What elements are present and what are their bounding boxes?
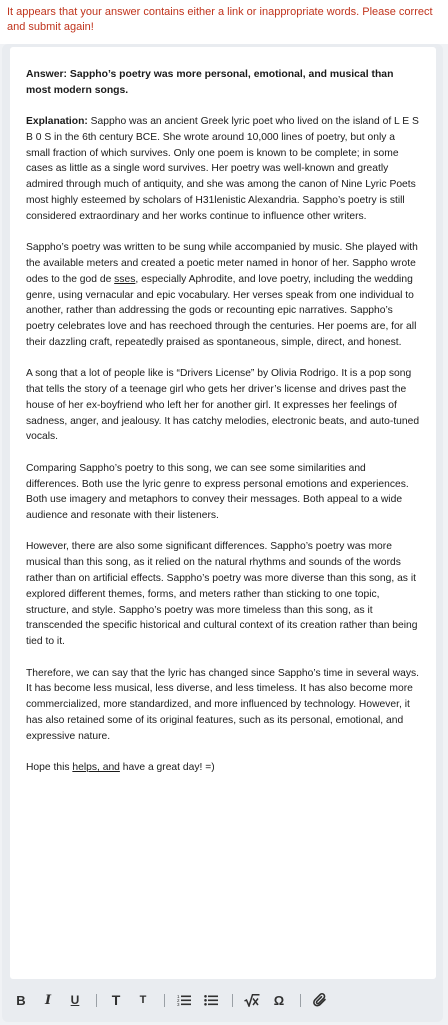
toolbar-divider	[232, 994, 233, 1007]
paragraph-conclusion: Therefore, we can say that the lyric has changed since Sappho’s time in several ways. It has become less musical, less diverse, and less timeless. It has also become more commercialized, more standardized, and more influenced by technology. However, it has also retained some of its original features, such as its personal, emotional, and expressive nature.	[26, 667, 420, 742]
toolbar-divider	[164, 994, 165, 1007]
answer-paragraph	[26, 67, 420, 99]
paragraph-closing	[26, 760, 420, 776]
paragraph-text: have a great day! =)	[119, 761, 215, 773]
explanation-paragraph	[26, 114, 420, 225]
paragraph-text: Sappho’s poetry was written to be sung while accompanied by music. She played with the available meters and created a poetic meter named in honor of her. Sappho wrote odes to the god de	[26, 242, 418, 285]
omega-icon[interactable]: Ω	[273, 992, 285, 1008]
error-banner	[0, 0, 448, 44]
flagged-word: helps, and	[72, 761, 120, 773]
paragraph-text: , especially Aphrodite, and love poetry, including the wedding genre, using vernacular and epic vocabulary. Her verses speak from one individual to another, rather than addressing the gods or recounting epic narratives. Sappho’s poetry celebrates love and has reechoed through the centuries. Her poems are, for all their dazzling craft, repeatedly praised as spontaneous, simple, direct, and honest.	[26, 273, 417, 348]
attachment-icon[interactable]	[312, 990, 328, 1010]
explanation-label: Explanation:	[26, 116, 88, 128]
paragraph-song: A song that a lot of people like is “Drivers License” by Olivia Rodrigo. It is a pop song that tells the story of a teenage girl who gets her driver’s license and drives past the house of her ex-boyfriend who left her for another girl. It expresses her feelings of sadness, anger, and jealousy. It has catchy melodies, electronic beats, and auto-tuned vocals.	[26, 368, 420, 443]
answer-label: Answer:	[26, 69, 67, 80]
formatting-toolbar	[10, 984, 436, 1016]
answer-text: Sappho’s poetry was more personal, emotional, and musical than most modern songs.	[26, 69, 394, 96]
bold-icon[interactable]: B	[16, 992, 26, 1008]
editor-text-area[interactable]	[10, 47, 436, 979]
text-small-icon[interactable]: T	[139, 994, 147, 1006]
bulleted-list-icon[interactable]	[203, 990, 219, 1010]
paragraph-text: Hope this	[26, 761, 73, 773]
underline-icon[interactable]: U	[70, 993, 80, 1007]
svg-text:2: 2	[177, 998, 180, 1003]
explanation-text: Sappho was an ancient Greek lyric poet who lived on the island of L E S B 0 S in the 6th century BCE. She wrote around 10,000 lines of poetry, but only a small fraction of which survives. Only one poem is known to be complete; in some cases as little as a single word survives. Her poetry was well-known and greatly admired through much of antiquity, and she was among the canon of Nine Lyric Poets most highly esteemed by scholars of H31lenistic Alexandria. Sappho’s poetry is still considered extraordinary and her works continue to influence other writers.	[26, 116, 419, 222]
svg-text:3: 3	[177, 1002, 180, 1006]
svg-text:1: 1	[177, 994, 180, 999]
numbered-list-icon[interactable]	[176, 990, 192, 1010]
flagged-word: sses	[114, 273, 136, 285]
toolbar-divider	[96, 994, 97, 1007]
square-root-icon[interactable]	[244, 990, 260, 1010]
italic-icon[interactable]: I	[44, 992, 52, 1008]
error-message: It appears that your answer contains either a link or inappropriate words. Please correct and submit again!	[7, 6, 433, 33]
paragraph-differences: However, there are also some significant differences. Sappho’s poetry was more musical than this song, as it relied on the natural rhythms and sounds of the words rather than on artificial effects. Sappho’s poetry was more diverse than this song, as it explored different themes, forms, and meters rather than sticking to one topic, structure, and style. Sappho’s poetry was more timeless than this song, as it transcended the specific historical and cultural context of its creation rather than being tied to it.	[26, 541, 418, 648]
toolbar-divider	[300, 994, 301, 1007]
text-large-icon[interactable]: T	[111, 992, 121, 1008]
answer-editor	[2, 44, 443, 1022]
paragraph-music	[26, 240, 420, 351]
paragraph-comparison: Comparing Sappho’s poetry to this song, we can see some similarities and differences. Both use the lyric genre to express personal emotions and experiences. Both use imagery and metaphors to convey their messages. Both appeal to a wide audience and resonate with their listeners.	[26, 462, 409, 522]
